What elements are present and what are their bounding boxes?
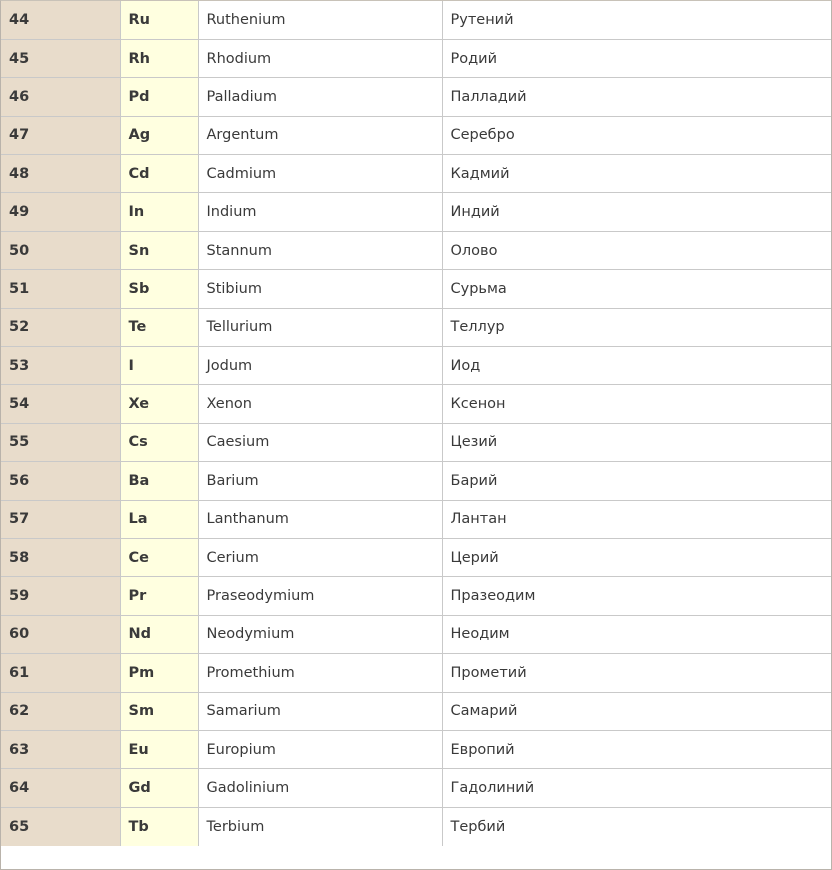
russian-name-cell: Лантан <box>442 500 831 538</box>
table-row <box>1 193 831 231</box>
russian-name-cell: Европий <box>442 730 831 768</box>
latin-name-cell: Cadmium <box>198 155 442 193</box>
russian-name-cell: Гадолиний <box>442 769 831 807</box>
element-symbol-cell: Pd <box>120 78 198 116</box>
latin-name-cell: Jodum <box>198 347 442 385</box>
table-row <box>1 347 831 385</box>
latin-name-cell: Rhodium <box>198 39 442 77</box>
atomic-number-cell: 62 <box>1 692 120 730</box>
element-symbol-cell: Rh <box>120 39 198 77</box>
atomic-number-cell: 63 <box>1 730 120 768</box>
element-symbol-cell: Ru <box>120 1 198 39</box>
russian-name-cell: Самарий <box>442 692 831 730</box>
atomic-number-cell: 56 <box>1 462 120 500</box>
atomic-number-cell: 57 <box>1 500 120 538</box>
element-symbol-cell: La <box>120 500 198 538</box>
russian-name-cell: Иод <box>442 347 831 385</box>
russian-name-cell: Церий <box>442 538 831 576</box>
table-row <box>1 577 831 615</box>
table-row <box>1 692 831 730</box>
element-symbol-cell: Te <box>120 308 198 346</box>
element-symbol-cell: Sm <box>120 692 198 730</box>
atomic-number-cell: 45 <box>1 39 120 77</box>
atomic-number-cell: 47 <box>1 116 120 154</box>
table-row <box>1 231 831 269</box>
russian-name-cell: Родий <box>442 39 831 77</box>
element-symbol-cell: Sn <box>120 231 198 269</box>
russian-name-cell: Сурьма <box>442 270 831 308</box>
table-row <box>1 500 831 538</box>
elements-table-body <box>1 1 831 846</box>
atomic-number-cell: 65 <box>1 807 120 845</box>
atomic-number-cell: 48 <box>1 155 120 193</box>
atomic-number-cell: 61 <box>1 654 120 692</box>
russian-name-cell: Кадмий <box>442 155 831 193</box>
latin-name-cell: Samarium <box>198 692 442 730</box>
atomic-number-cell: 58 <box>1 538 120 576</box>
latin-name-cell: Europium <box>198 730 442 768</box>
latin-name-cell: Argentum <box>198 116 442 154</box>
russian-name-cell: Барий <box>442 462 831 500</box>
element-symbol-cell: Pr <box>120 577 198 615</box>
latin-name-cell: Caesium <box>198 423 442 461</box>
russian-name-cell: Цезий <box>442 423 831 461</box>
element-symbol-cell: Gd <box>120 769 198 807</box>
atomic-number-cell: 52 <box>1 308 120 346</box>
russian-name-cell: Празеодим <box>442 577 831 615</box>
russian-name-cell: Олово <box>442 231 831 269</box>
table-row <box>1 730 831 768</box>
table-row <box>1 39 831 77</box>
table-row <box>1 807 831 845</box>
element-symbol-cell: Tb <box>120 807 198 845</box>
element-symbol-cell: Cs <box>120 423 198 461</box>
table-row <box>1 385 831 423</box>
latin-name-cell: Xenon <box>198 385 442 423</box>
element-symbol-cell: Cd <box>120 155 198 193</box>
russian-name-cell: Рутений <box>442 1 831 39</box>
russian-name-cell: Индий <box>442 193 831 231</box>
atomic-number-cell: 50 <box>1 231 120 269</box>
russian-name-cell: Неодим <box>442 615 831 653</box>
latin-name-cell: Promethium <box>198 654 442 692</box>
element-symbol-cell: Sb <box>120 270 198 308</box>
table-row <box>1 538 831 576</box>
atomic-number-cell: 49 <box>1 193 120 231</box>
table-row <box>1 308 831 346</box>
table-row <box>1 155 831 193</box>
latin-name-cell: Cerium <box>198 538 442 576</box>
element-symbol-cell: I <box>120 347 198 385</box>
atomic-number-cell: 55 <box>1 423 120 461</box>
latin-name-cell: Ruthenium <box>198 1 442 39</box>
atomic-number-cell: 64 <box>1 769 120 807</box>
table-row <box>1 116 831 154</box>
russian-name-cell: Тербий <box>450 818 506 835</box>
element-symbol-cell: Ag <box>120 116 198 154</box>
latin-name-cell: Indium <box>198 193 442 231</box>
element-symbol-cell: Eu <box>120 730 198 768</box>
latin-name-cell: Terbium <box>198 807 442 845</box>
element-symbol-cell: Nd <box>120 615 198 653</box>
atomic-number-cell: 60 <box>1 615 120 653</box>
russian-name-cell: Прометий <box>442 654 831 692</box>
table-row <box>1 1 831 39</box>
table-row <box>1 78 831 116</box>
latin-name-cell: Lanthanum <box>198 500 442 538</box>
latin-name-cell: Stibium <box>198 270 442 308</box>
element-symbol-cell: Ba <box>120 462 198 500</box>
atomic-number-cell: 51 <box>1 270 120 308</box>
table-row <box>1 769 831 807</box>
element-symbol-cell: In <box>120 193 198 231</box>
latin-name-cell: Gadolinium <box>198 769 442 807</box>
table-row <box>1 462 831 500</box>
latin-name-cell: Neodymium <box>198 615 442 653</box>
latin-name-cell: Palladium <box>198 78 442 116</box>
atomic-number-cell: 59 <box>1 577 120 615</box>
russian-name-cell: Ксенон <box>442 385 831 423</box>
element-symbol-cell: Ce <box>120 538 198 576</box>
element-symbol-cell: Pm <box>120 654 198 692</box>
russian-name-cell: Серебро <box>442 116 831 154</box>
table-row <box>1 423 831 461</box>
element-symbol-cell: Xe <box>120 385 198 423</box>
elements-table <box>1 1 831 846</box>
latin-name-cell: Praseodymium <box>198 577 442 615</box>
latin-name-cell: Barium <box>198 462 442 500</box>
atomic-number-cell: 44 <box>1 1 120 39</box>
latin-name-cell: Tellurium <box>198 308 442 346</box>
russian-name-cell: Теллур <box>442 308 831 346</box>
table-row <box>1 654 831 692</box>
atomic-number-cell: 46 <box>1 78 120 116</box>
atomic-number-cell: 53 <box>1 347 120 385</box>
table-row <box>1 270 831 308</box>
table-row <box>1 615 831 653</box>
russian-name-cell: Палладий <box>442 78 831 116</box>
latin-name-cell: Stannum <box>198 231 442 269</box>
atomic-number-cell: 54 <box>1 385 120 423</box>
